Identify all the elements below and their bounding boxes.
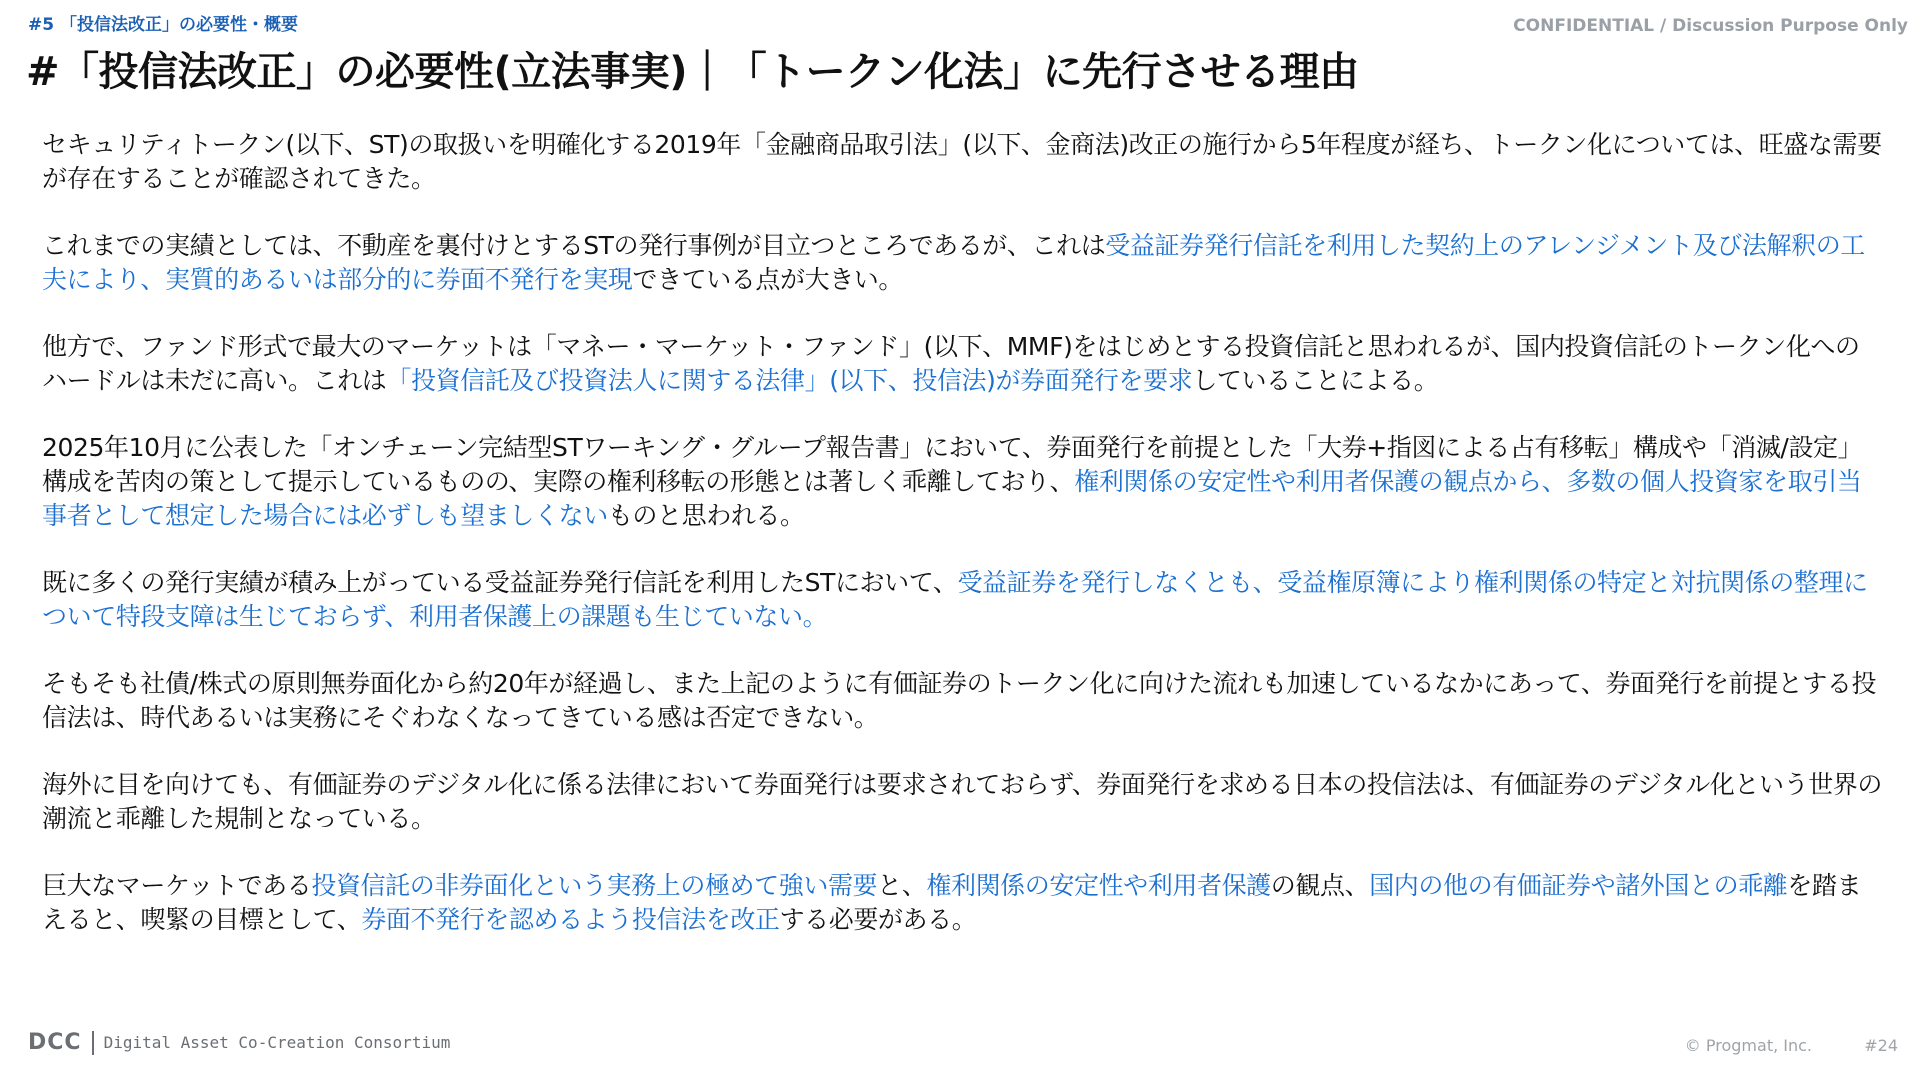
paragraph-text: を踏まえると、喫緊の目標として、: [42, 871, 1862, 934]
paragraph: [42, 431, 1882, 533]
paragraph: [42, 330, 1882, 398]
paragraph-text: ものと思われる。: [607, 501, 805, 530]
paragraph: [42, 128, 1882, 196]
logo-divider: [92, 1031, 94, 1055]
page-number: #24: [1864, 1036, 1898, 1055]
paragraph: [42, 229, 1882, 297]
highlighted-text: 投資信託の非券面化という実務上の極めて強い需要: [311, 871, 878, 900]
logo-org-name: Digital Asset Co-Creation Consortium: [103, 1033, 451, 1052]
highlighted-text: 権利関係の安定性や利用者保護の観点から、多数の個人投資家を取引当事者として想定した場合には必ずしも望ましくない: [42, 467, 1862, 530]
paragraph-text: セキュリティトークン(以下、ST)の取扱いを明確化する2019年「金融商品取引法」(以下、金商法)改正の施行から5年程度が経ち、トークン化については、旺盛な需要が存在することが確認されてきた。: [42, 130, 1882, 193]
paragraph: [42, 768, 1882, 836]
highlighted-text: 受益証券発行信託を利用した契約上のアレンジメント及び法解釈の工夫により、実質的あるいは部分的に券面不発行を実現: [42, 231, 1865, 294]
highlighted-text: 受益証券を発行しなくとも、受益権原簿により権利関係の特定と対抗関係の整理について特段支障は生じておらず、利用者保護上の課題も生じていない。: [42, 568, 1868, 631]
paragraph-text: そもそも社債/株式の原則無券面化から約20年が経過し、また上記のように有価証券のトークン化に向けた流れも加速しているなかにあって、券面発行を前提とする投信法は、時代あるいは実務にそぐわなくなってきている感は否定できない。: [42, 669, 1877, 732]
paragraph-text: 他方で、ファンド形式で最大のマーケットは「マネー・マーケット・ファンド」(以下、MMF)をはじめとする投資信託と思われるが、国内投資信託のトークン化へのハードルは未だに高い。これは: [42, 332, 1860, 395]
paragraph: [42, 566, 1882, 634]
highlighted-text: 「投資信託及び投資法人に関する法律」(以下、投信法)が券面発行を要求: [386, 366, 1193, 395]
paragraph: [42, 869, 1882, 937]
paragraph-text: できている点が大きい。: [632, 265, 904, 294]
highlighted-text: 権利関係の安定性や利用者保護: [926, 871, 1271, 900]
footer-logo: [28, 1030, 450, 1055]
section-tag: #5 「投信法改正」の必要性・概要: [28, 15, 298, 35]
paragraph-text: 巨大なマーケットである: [42, 871, 312, 900]
paragraph-text: する必要がある。: [779, 905, 977, 934]
logo-mark: DCC: [28, 1030, 82, 1055]
page-title: #「投信法改正」の必要性(立法事実)｜「トークン化法」に先行させる理由: [26, 49, 1359, 95]
confidential-label: CONFIDENTIAL / Discussion Purpose Only: [1513, 16, 1908, 36]
paragraph-text: していることによる。: [1192, 366, 1439, 395]
copyright: © Progmat, Inc.: [1684, 1036, 1812, 1055]
paragraph-text: これまでの実績としては、不動産を裏付けとするSTの発行事例が目立つところであるが、これは: [42, 231, 1106, 260]
paragraph: [42, 667, 1882, 735]
paragraph-text: と、: [877, 871, 927, 900]
body-text: [42, 128, 1882, 970]
paragraph-text: 2025年10月に公表した「オンチェーン完結型STワーキング・グループ報告書」において、券面発行を前提とした「大券+指図による占有移転」構成や「消滅/設定」構成を苦肉の策として提示しているものの、実際の権利移転の形態とは著しく乖離しており、: [42, 433, 1863, 496]
paragraph-text: の観点、: [1270, 871, 1370, 900]
paragraph-text: 海外に目を向けても、有価証券のデジタル化に係る法律において券面発行は要求されておらず、券面発行を求める日本の投信法は、有価証券のデジタル化という世界の潮流と乖離した規制となっている。: [42, 770, 1883, 833]
highlighted-text: 国内の他の有価証券や諸外国との乖離: [1369, 871, 1788, 900]
paragraph-text: 既に多くの発行実績が積み上がっている受益証券発行信託を利用したSTにおいて、: [42, 568, 958, 597]
highlighted-text: 券面不発行を認めるよう投信法を改正: [361, 905, 780, 934]
